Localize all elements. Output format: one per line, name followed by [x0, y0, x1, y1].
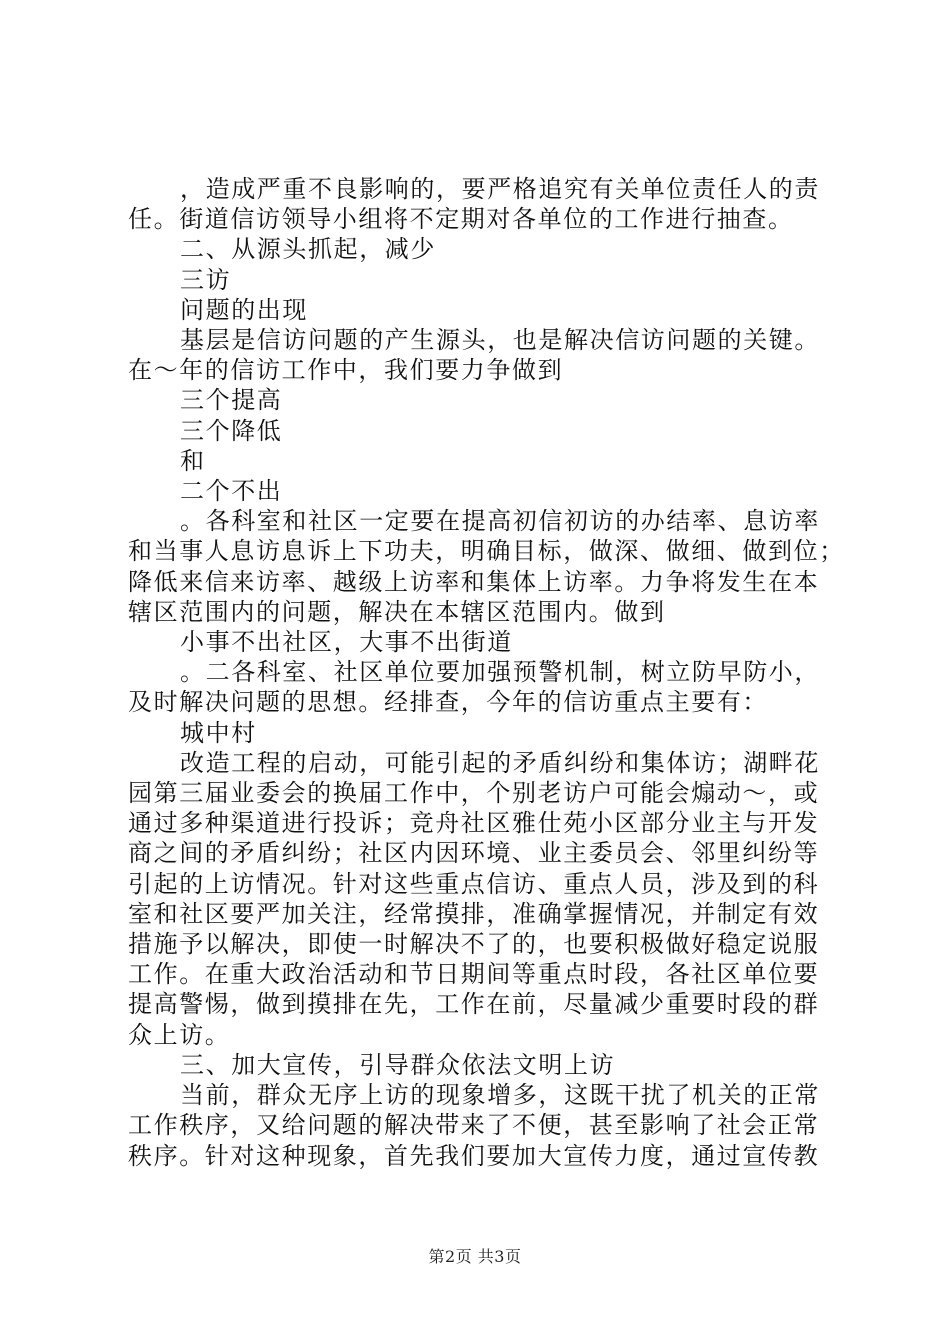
text-line: 辖区范围内的问题，解决在本辖区范围内。做到	[128, 597, 666, 626]
text-line: 三访	[180, 265, 232, 294]
text-line: 三个提高	[180, 386, 283, 415]
page-footer: 第2页 共3页	[428, 1247, 522, 1266]
text-line: 众上访。	[128, 1020, 231, 1049]
text-line: 通过多种渠道进行投诉；竞舟社区雅仕苑小区部分业主与开发	[128, 809, 820, 838]
text-line: 和	[180, 446, 206, 475]
text-line: 城中村	[180, 718, 257, 747]
text-line: 当前，群众无序上访的现象增多，这既干扰了机关的正常	[180, 1081, 820, 1110]
text-line: 提高警惕，做到摸排在先，工作在前，尽量减少重要时段的群	[128, 990, 820, 1019]
text-line: 。二各科室、社区单位要加强预警机制，树立防早防小，	[180, 658, 820, 687]
text-line: 工作秩序，又给问题的解决带来了不便，甚至影响了社会正常	[128, 1111, 820, 1140]
text-line: 二个不出	[180, 477, 283, 506]
text-line: 室和社区要严加关注，经常摸排，准确掌握情况，并制定有效	[128, 899, 820, 928]
text-line: 园第三届业委会的换届工作中，个别老访户可能会煽动～，或	[128, 779, 820, 808]
text-line: 。各科室和社区一定要在提高初信初访的办结率、息访率	[180, 507, 820, 536]
text-line: 商之间的矛盾纠纷；社区内因环境、业主委员会、邻里纠纷等	[128, 839, 820, 868]
text-line: 在～年的信访工作中，我们要力争做到	[128, 356, 564, 385]
text-line: 引起的上访情况。针对这些重点信访、重点人员，涉及到的科	[128, 869, 820, 898]
text-line: 二、从源头抓起，减少	[180, 235, 436, 264]
text-line: 及时解决问题的思想。经排查，今年的信访重点主要有：	[128, 688, 768, 717]
text-line: ，造成严重不良影响的，要严格追究有关单位责任人的责	[180, 175, 820, 203]
text-line: 和当事人息访息诉上下功夫，明确目标，做深、做细、做到位；	[128, 537, 845, 566]
text-line: 任。街道信访领导小组将不定期对各单位的工作进行抽查。	[128, 205, 794, 234]
document-body	[128, 174, 845, 1171]
text-line: 秩序。针对这种现象，首先我们要加大宣传力度，通过宣传教	[128, 1141, 820, 1170]
text-line: 小事不出社区，大事不出街道	[180, 628, 513, 657]
text-line: 基层是信访问题的产生源头，也是解决信访问题的关键。	[180, 326, 820, 355]
text-line: 三个降低	[180, 416, 283, 445]
text-line: 措施予以解决，即使一时解决不了的，也要积极做好稳定说服	[128, 930, 820, 959]
text-line: 问题的出现	[180, 295, 308, 324]
text-line: 三、加大宣传，引导群众依法文明上访	[180, 1050, 616, 1079]
text-line: 工作。在重大政治活动和节日期间等重点时段，各社区单位要	[128, 960, 820, 989]
text-line: 降低来信来访率、越级上访率和集体上访率。力争将发生在本	[128, 567, 820, 596]
text-line: 改造工程的启动，可能引起的矛盾纠纷和集体访；湖畔花	[180, 748, 820, 777]
